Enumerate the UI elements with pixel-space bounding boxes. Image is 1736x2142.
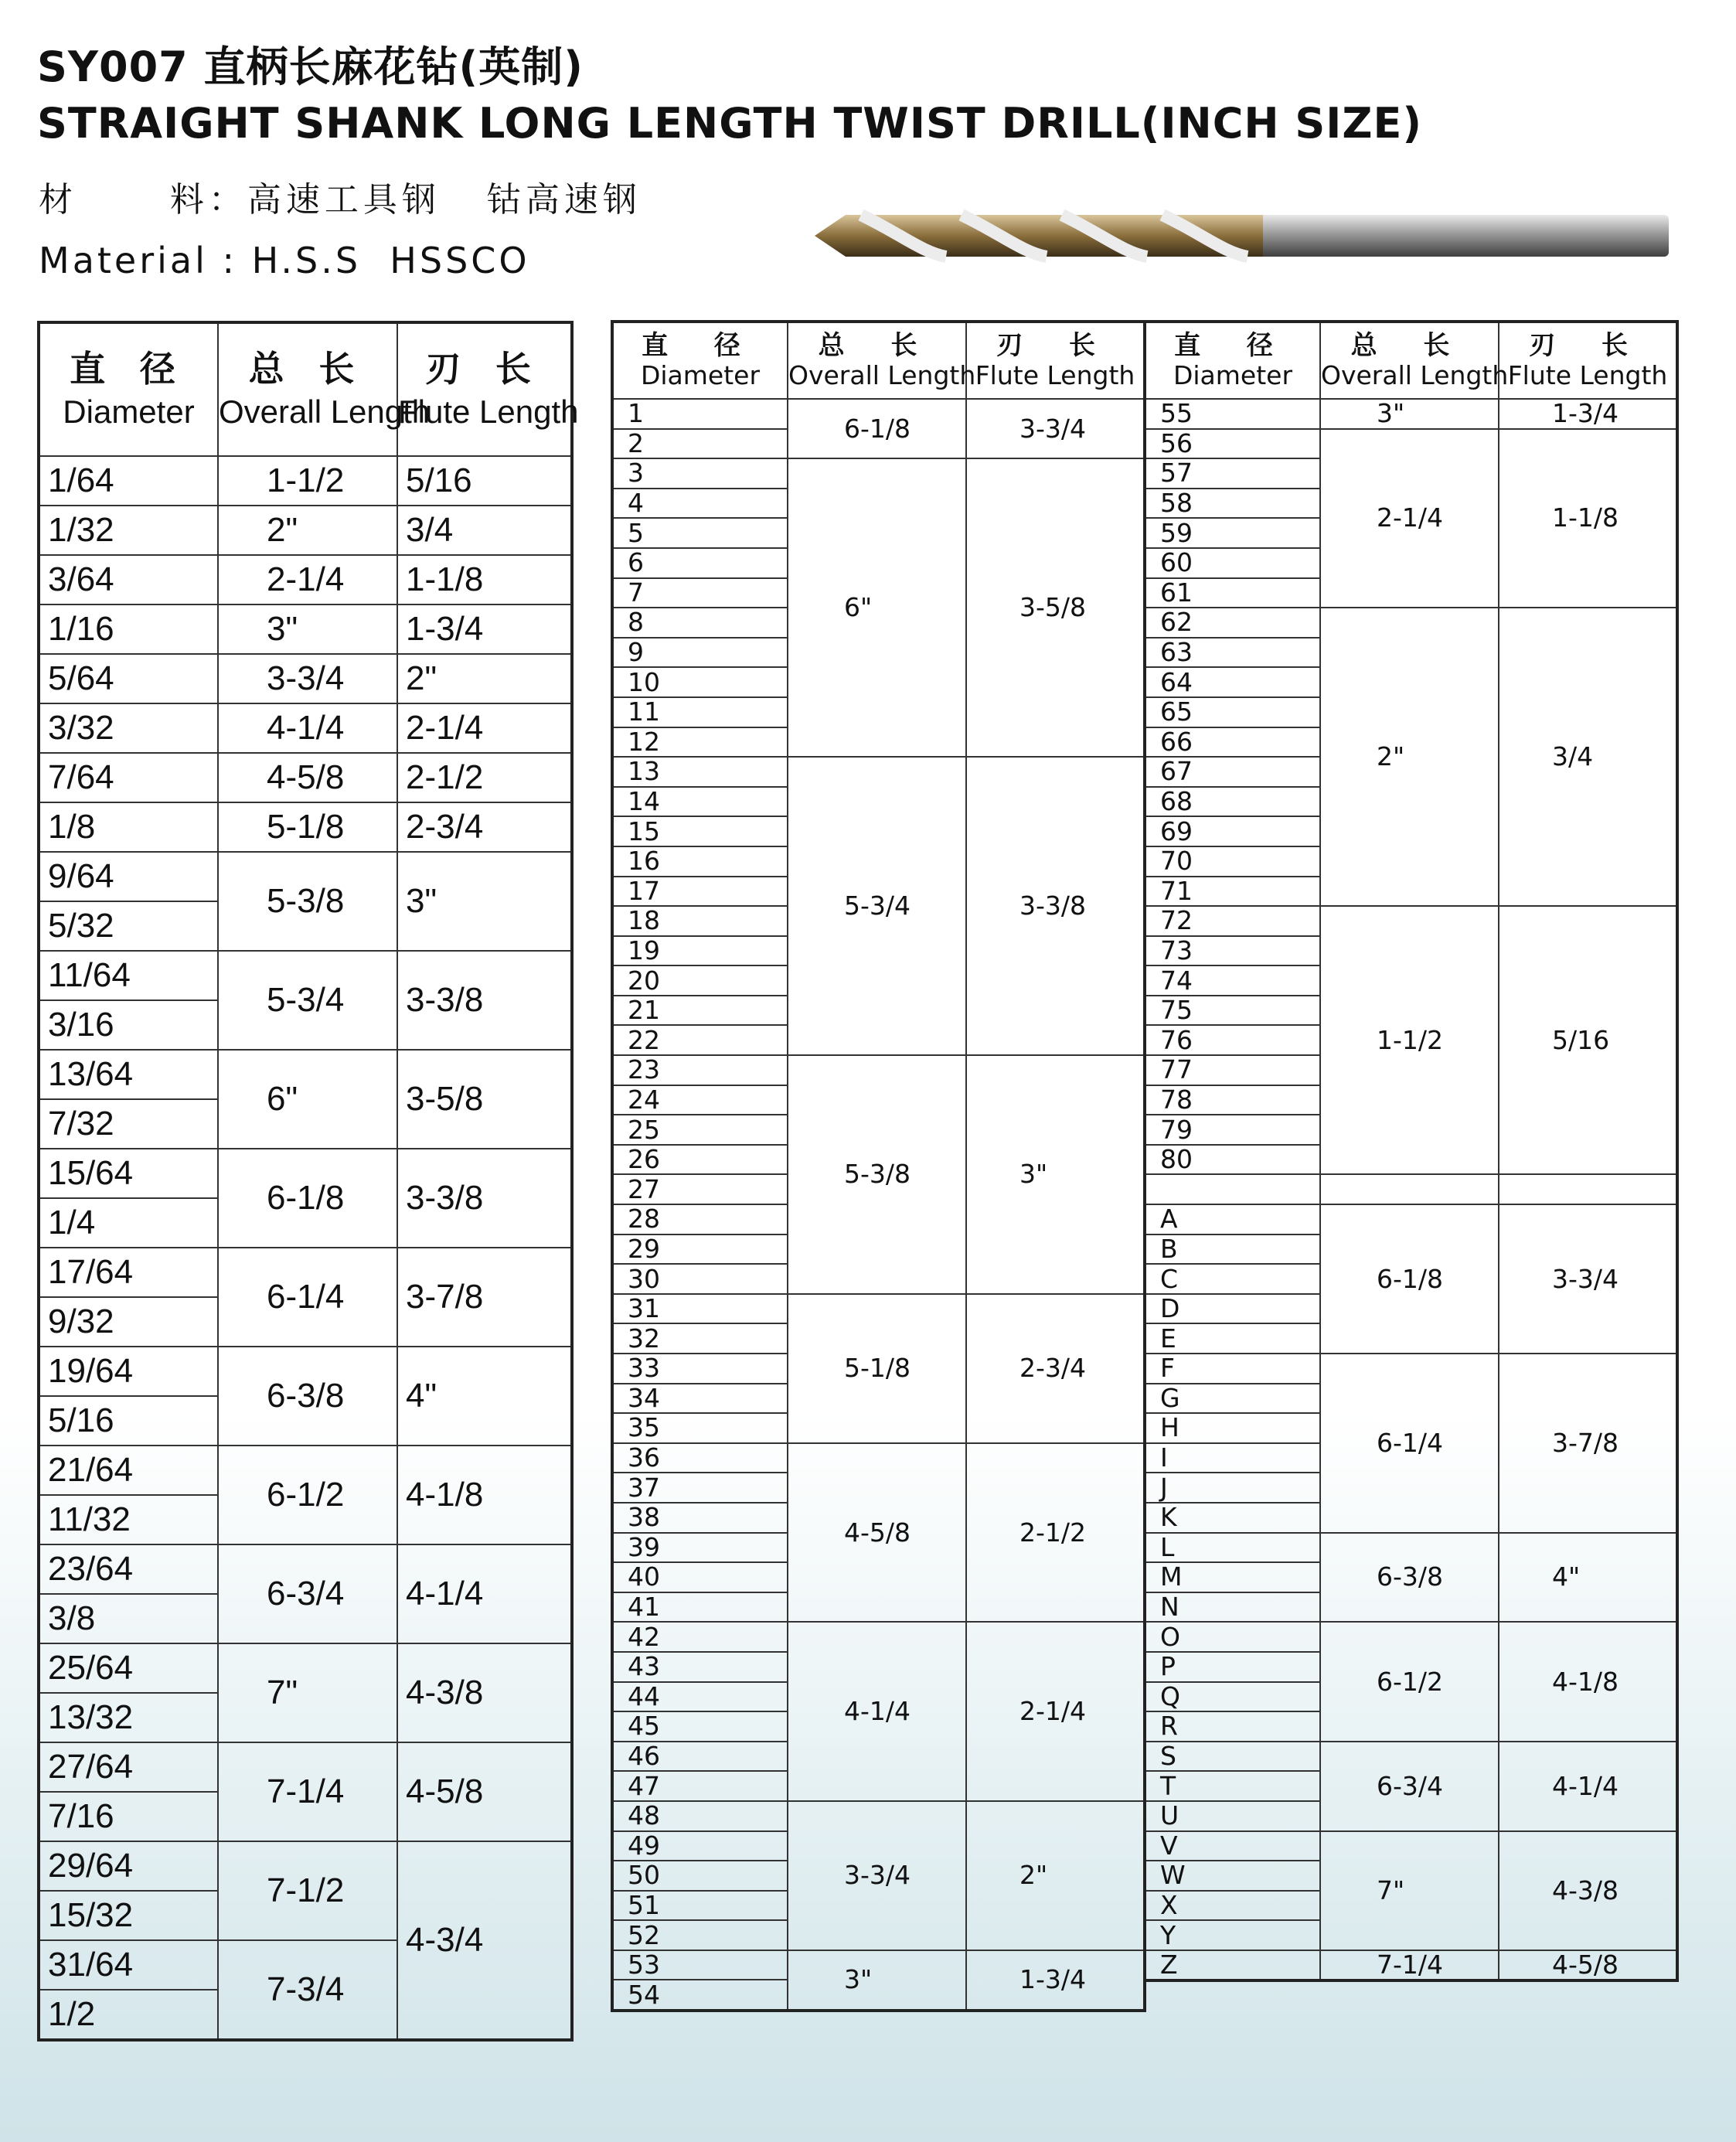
table-row <box>39 604 572 654</box>
diameter-cell: 43 <box>612 1652 788 1682</box>
diameter-cell: 53 <box>612 1950 788 1980</box>
diameter-cell: 42 <box>612 1622 788 1652</box>
diameter-cell: 1/8 <box>39 802 218 852</box>
diameter-cell: 22 <box>612 1025 788 1055</box>
table-row <box>612 1443 1145 1473</box>
diameter-cell: 51 <box>612 1891 788 1921</box>
overall-length-cell: 3" <box>788 1950 966 2011</box>
overall-length-cell: 6-1/4 <box>218 1248 397 1347</box>
diameter-cell: S <box>1145 1742 1320 1772</box>
diameter-cell: 6 <box>612 548 788 578</box>
flute-length-cell: 4" <box>1499 1533 1677 1623</box>
table-row <box>1145 906 1677 936</box>
diameter-cell: X <box>1145 1891 1320 1921</box>
flute-length-cell: 1-3/4 <box>397 604 572 654</box>
diameter-cell: 9 <box>612 638 788 668</box>
diameter-cell: 7/16 <box>39 1792 218 1841</box>
diameter-cell: 23/64 <box>39 1544 218 1594</box>
overall-length-cell: 6-3/8 <box>218 1347 397 1446</box>
diameter-cell: 7 <box>612 578 788 608</box>
diameter-cell: K <box>1145 1503 1320 1533</box>
diameter-cell: 40 <box>612 1562 788 1592</box>
diameter-cell: 69 <box>1145 816 1320 846</box>
table-row <box>612 1801 1145 1831</box>
table-row <box>612 1294 1145 1324</box>
overall-length-cell: 1-1/2 <box>1320 906 1499 1174</box>
col-header-diameter: 直 径 Diameter <box>612 322 788 399</box>
diameter-cell: 76 <box>1145 1025 1320 1055</box>
diameter-cell: 70 <box>1145 846 1320 877</box>
diameter-cell: 1/2 <box>39 1990 218 2040</box>
flute-length-cell: 4-5/8 <box>1499 1950 1677 1981</box>
flute-length-cell: 2-3/4 <box>397 802 572 852</box>
overall-length-cell: 7-3/4 <box>218 1940 397 2040</box>
diameter-cell: 5 <box>612 518 788 548</box>
diameter-cell: 1/64 <box>39 456 218 506</box>
diameter-cell: 12 <box>612 727 788 758</box>
diameter-cell: 17 <box>612 877 788 907</box>
diameter-cell: 3/8 <box>39 1594 218 1643</box>
diameter-cell: 58 <box>1145 489 1320 519</box>
diameter-cell: B <box>1145 1234 1320 1265</box>
flute-length-cell <box>1499 1174 1677 1204</box>
table-row <box>39 753 572 802</box>
overall-length-cell: 2" <box>1320 608 1499 906</box>
diameter-cell: 2 <box>612 429 788 459</box>
overall-length-cell: 6-1/2 <box>1320 1622 1499 1741</box>
diameter-cell: 45 <box>612 1711 788 1742</box>
table-row <box>1145 1950 1677 1981</box>
overall-length-cell: 5-1/8 <box>788 1294 966 1443</box>
table-row <box>39 555 572 604</box>
diameter-cell: 27/64 <box>39 1742 218 1792</box>
flute-length-cell: 4-1/8 <box>1499 1622 1677 1741</box>
diameter-cell: I <box>1145 1443 1320 1473</box>
overall-length-cell: 3" <box>218 604 397 654</box>
diameter-cell: J <box>1145 1473 1320 1503</box>
diameter-cell: W <box>1145 1861 1320 1891</box>
overall-length-cell: 6-3/8 <box>1320 1533 1499 1623</box>
table-row <box>39 1149 572 1198</box>
diameter-cell: N <box>1145 1592 1320 1623</box>
col-header-diameter: 直 径 Diameter <box>1145 322 1320 399</box>
overall-length-cell: 6-1/8 <box>218 1149 397 1248</box>
diameter-cell: 5/32 <box>39 901 218 951</box>
diameter-cell: 50 <box>612 1861 788 1891</box>
table-row <box>1145 1354 1677 1384</box>
diameter-cell: 1 <box>612 399 788 429</box>
diameter-cell: 80 <box>1145 1145 1320 1175</box>
diameter-cell: 75 <box>1145 996 1320 1026</box>
diameter-cell: 54 <box>612 1980 788 2011</box>
table-row <box>612 1622 1145 1652</box>
diameter-cell: 65 <box>1145 697 1320 727</box>
col-header-flute-length: 刃 长 Flute Length <box>397 322 572 456</box>
flute-length-cell: 4-3/8 <box>1499 1831 1677 1950</box>
flute-length-cell: 5/16 <box>397 456 572 506</box>
diameter-cell: 3/16 <box>39 1000 218 1050</box>
table-row <box>1145 1742 1677 1772</box>
diameter-cell: 3/64 <box>39 555 218 604</box>
table-row <box>612 399 1145 429</box>
table-row <box>39 506 572 555</box>
flute-length-cell: 3-5/8 <box>397 1050 572 1149</box>
diameter-cell: 9/64 <box>39 852 218 901</box>
overall-length-cell: 6-1/2 <box>218 1446 397 1544</box>
overall-length-cell: 5-3/4 <box>218 951 397 1050</box>
flute-length-cell: 3-5/8 <box>966 458 1145 757</box>
diameter-cell: 5/16 <box>39 1396 218 1446</box>
overall-length-cell: 2" <box>218 506 397 555</box>
overall-length-cell: 4-5/8 <box>788 1443 966 1623</box>
table-row <box>39 1248 572 1297</box>
diameter-cell: 59 <box>1145 518 1320 548</box>
diameter-cell: 27 <box>612 1174 788 1204</box>
flute-length-cell: 3-3/8 <box>397 1149 572 1248</box>
col-header-diameter: 直 径 Diameter <box>39 322 218 456</box>
diameter-cell: L <box>1145 1533 1320 1563</box>
diameter-cell: 11/32 <box>39 1495 218 1544</box>
overall-length-cell: 7-1/4 <box>218 1742 397 1841</box>
flute-length-cell: 4-5/8 <box>397 1742 572 1841</box>
diameter-cell: G <box>1145 1384 1320 1414</box>
diameter-cell: 78 <box>1145 1085 1320 1115</box>
table-row <box>612 757 1145 787</box>
diameter-cell: M <box>1145 1562 1320 1592</box>
diameter-cell: 77 <box>1145 1055 1320 1085</box>
diameter-cell: 68 <box>1145 787 1320 817</box>
table-row <box>39 802 572 852</box>
diameter-cell: 71 <box>1145 877 1320 907</box>
overall-length-cell: 6-1/8 <box>788 399 966 458</box>
diameter-cell: 20 <box>612 965 788 996</box>
diameter-cell: 25/64 <box>39 1643 218 1693</box>
col-header-overall-length: 总 长 Overall Length <box>1320 322 1499 399</box>
flute-length-cell: 3-3/4 <box>966 399 1145 458</box>
diameter-cell: Z <box>1145 1950 1320 1981</box>
col-header-flute-length: 刃 长 Flute Length <box>1499 322 1677 399</box>
diameter-cell: 1/32 <box>39 506 218 555</box>
flute-length-cell: 3" <box>966 1055 1145 1294</box>
flute-length-cell: 1-3/4 <box>1499 399 1677 429</box>
col-header-overall-length: 总 长 Overall Length <box>788 322 966 399</box>
diameter-cell: 28 <box>612 1204 788 1234</box>
flute-length-cell: 3-3/4 <box>1499 1204 1677 1354</box>
diameter-cell: 67 <box>1145 757 1320 787</box>
diameter-cell: 4 <box>612 489 788 519</box>
diameter-cell: A <box>1145 1204 1320 1234</box>
flute-length-cell: 1-1/8 <box>397 555 572 604</box>
overall-length-cell: 4-1/4 <box>788 1622 966 1801</box>
table-row <box>39 852 572 901</box>
diameter-cell: 17/64 <box>39 1248 218 1297</box>
diameter-cell: 60 <box>1145 548 1320 578</box>
diameter-cell: 49 <box>612 1831 788 1861</box>
diameter-cell: 31 <box>612 1294 788 1324</box>
diameter-cell: 44 <box>612 1682 788 1712</box>
overall-length-cell: 6" <box>218 1050 397 1149</box>
flute-length-cell: 3" <box>397 852 572 951</box>
overall-length-cell: 5-1/8 <box>218 802 397 852</box>
diameter-cell: 11 <box>612 697 788 727</box>
diameter-cell: 10 <box>612 667 788 697</box>
flute-length-cell: 5/16 <box>1499 906 1677 1174</box>
diameter-cell: 38 <box>612 1503 788 1533</box>
table-row <box>39 1643 572 1693</box>
diameter-cell: 32 <box>612 1323 788 1354</box>
overall-length-cell: 3" <box>1320 399 1499 429</box>
fraction-size-table <box>37 321 579 2042</box>
diameter-cell: 30 <box>612 1264 788 1294</box>
flute-length-cell: 3/4 <box>1499 608 1677 906</box>
table-row <box>39 1050 572 1099</box>
diameter-cell: 26 <box>612 1145 788 1175</box>
overall-length-cell: 6" <box>788 458 966 757</box>
diameter-cell: Q <box>1145 1682 1320 1712</box>
diameter-cell: 52 <box>612 1920 788 1950</box>
diameter-cell: 15 <box>612 816 788 846</box>
diameter-cell: 7/64 <box>39 753 218 802</box>
diameter-cell: 19/64 <box>39 1347 218 1396</box>
overall-length-cell: 7" <box>218 1643 397 1742</box>
diameter-cell: 15/64 <box>39 1149 218 1198</box>
flute-length-cell: 2-1/4 <box>397 703 572 753</box>
overall-length-cell: 7-1/4 <box>1320 1950 1499 1981</box>
diameter-cell: R <box>1145 1711 1320 1742</box>
diameter-cell: 23 <box>612 1055 788 1085</box>
diameter-cell: 63 <box>1145 638 1320 668</box>
flute-length-cell: 2" <box>966 1801 1145 1950</box>
table-row <box>39 1841 572 1891</box>
flute-length-cell: 4-1/4 <box>1499 1742 1677 1831</box>
diameter-cell: 46 <box>612 1742 788 1772</box>
overall-length-cell <box>1320 1174 1499 1204</box>
flute-length-cell: 4-3/4 <box>397 1841 572 2040</box>
diameter-cell: 35 <box>612 1413 788 1443</box>
overall-length-cell: 6-3/4 <box>218 1544 397 1643</box>
diameter-cell: 48 <box>612 1801 788 1831</box>
table-row <box>39 654 572 703</box>
diameter-cell: 66 <box>1145 727 1320 758</box>
overall-length-cell: 6-1/8 <box>1320 1204 1499 1354</box>
overall-length-cell: 3-3/4 <box>788 1801 966 1950</box>
diameter-cell: Y <box>1145 1920 1320 1950</box>
flute-length-cell: 4-1/4 <box>397 1544 572 1643</box>
diameter-cell: 14 <box>612 787 788 817</box>
number-size-table <box>611 320 1146 2012</box>
overall-length-cell: 7" <box>1320 1831 1499 1950</box>
diameter-cell: 72 <box>1145 906 1320 936</box>
table-row <box>1145 1622 1677 1652</box>
overall-length-cell: 1-1/2 <box>218 456 397 506</box>
diameter-cell: 21/64 <box>39 1446 218 1495</box>
flute-length-cell: 1-3/4 <box>966 1950 1145 2011</box>
diameter-cell: 41 <box>612 1592 788 1623</box>
material-cn: 材 料：高速工具钢 钴高速钢 <box>39 180 642 220</box>
table-row <box>39 951 572 1000</box>
diameter-cell: 13/64 <box>39 1050 218 1099</box>
diameter-cell: D <box>1145 1294 1320 1324</box>
table-row <box>1145 399 1677 429</box>
overall-length-cell: 2-1/4 <box>218 555 397 604</box>
diameter-cell: 8 <box>612 608 788 638</box>
twist-drill-image <box>815 210 1669 261</box>
overall-length-cell: 5-3/4 <box>788 757 966 1055</box>
diameter-cell: 11/64 <box>39 951 218 1000</box>
diameter-cell: 3/32 <box>39 703 218 753</box>
table-row <box>612 1055 1145 1085</box>
flute-length-cell: 3-7/8 <box>1499 1354 1677 1533</box>
table-row <box>39 456 572 506</box>
flute-length-cell: 3/4 <box>397 506 572 555</box>
diameter-cell: 37 <box>612 1473 788 1503</box>
flute-length-cell: 3-3/8 <box>966 757 1145 1055</box>
flute-length-cell: 3-7/8 <box>397 1248 572 1347</box>
flute-length-cell: 2-1/4 <box>966 1622 1145 1801</box>
diameter-cell: U <box>1145 1801 1320 1831</box>
diameter-cell: 74 <box>1145 965 1320 996</box>
table-row <box>612 458 1145 489</box>
diameter-cell: 39 <box>612 1533 788 1563</box>
diameter-cell: 57 <box>1145 458 1320 489</box>
material-en: Material : H.S.S HSSCO <box>39 240 530 281</box>
page-title-en: STRAIGHT SHANK LONG LENGTH TWIST DRILL(INCH SIZE) <box>37 99 1423 148</box>
diameter-cell: 5/64 <box>39 654 218 703</box>
col-header-overall-length: 总 长 Overall Length <box>218 322 397 456</box>
diameter-cell: 3 <box>612 458 788 489</box>
diameter-cell: 15/32 <box>39 1891 218 1940</box>
overall-length-cell: 6-3/4 <box>1320 1742 1499 1831</box>
diameter-cell: H <box>1145 1413 1320 1443</box>
diameter-cell: 9/32 <box>39 1297 218 1347</box>
diameter-cell: 13/32 <box>39 1693 218 1742</box>
flute-length-cell: 2-1/2 <box>966 1443 1145 1623</box>
diameter-cell: V <box>1145 1831 1320 1861</box>
diameter-cell: 64 <box>1145 667 1320 697</box>
number-letter-size-table <box>1143 320 1679 1982</box>
diameter-cell: O <box>1145 1622 1320 1652</box>
diameter-cell: 29/64 <box>39 1841 218 1891</box>
page-title-cn: SY007 直柄长麻花钻(英制) <box>37 43 584 91</box>
diameter-cell: 33 <box>612 1354 788 1384</box>
table-row <box>39 1347 572 1396</box>
diameter-cell: T <box>1145 1771 1320 1801</box>
diameter-cell: 62 <box>1145 608 1320 638</box>
flute-length-cell: 3-3/8 <box>397 951 572 1050</box>
diameter-cell: 16 <box>612 846 788 877</box>
flute-length-cell: 4-3/8 <box>397 1643 572 1742</box>
overall-length-cell: 3-3/4 <box>218 654 397 703</box>
table-row <box>1145 429 1677 459</box>
diameter-cell <box>1145 1174 1320 1204</box>
overall-length-cell: 6-1/4 <box>1320 1354 1499 1533</box>
diameter-cell: P <box>1145 1652 1320 1682</box>
diameter-cell: 29 <box>612 1234 788 1265</box>
diameter-cell: 47 <box>612 1771 788 1801</box>
diameter-cell: C <box>1145 1264 1320 1294</box>
table-row <box>1145 1204 1677 1234</box>
table-row <box>1145 1831 1677 1861</box>
table-row <box>39 1446 572 1495</box>
overall-length-cell: 2-1/4 <box>1320 429 1499 608</box>
diameter-cell: 36 <box>612 1443 788 1473</box>
overall-length-cell: 4-1/4 <box>218 703 397 753</box>
table-row <box>39 1742 572 1792</box>
diameter-cell: 34 <box>612 1384 788 1414</box>
flute-length-cell: 2" <box>397 654 572 703</box>
diameter-cell: 19 <box>612 936 788 966</box>
diameter-cell: 79 <box>1145 1115 1320 1145</box>
diameter-cell: 1/16 <box>39 604 218 654</box>
diameter-cell: 21 <box>612 996 788 1026</box>
table-row <box>1145 1533 1677 1563</box>
flute-length-cell: 2-1/2 <box>397 753 572 802</box>
diameter-cell: 7/32 <box>39 1099 218 1149</box>
overall-length-cell: 5-3/8 <box>788 1055 966 1294</box>
overall-length-cell: 7-1/2 <box>218 1841 397 1940</box>
table-row <box>1145 1174 1677 1204</box>
diameter-cell: 56 <box>1145 429 1320 459</box>
diameter-cell: 73 <box>1145 936 1320 966</box>
flute-length-cell: 2-3/4 <box>966 1294 1145 1443</box>
diameter-cell: 31/64 <box>39 1940 218 1990</box>
diameter-cell: F <box>1145 1354 1320 1384</box>
overall-length-cell: 4-5/8 <box>218 753 397 802</box>
table-row <box>1145 608 1677 638</box>
overall-length-cell: 5-3/8 <box>218 852 397 951</box>
table-row <box>612 1950 1145 1980</box>
table-row <box>39 1544 572 1594</box>
table-row <box>39 703 572 753</box>
diameter-cell: 55 <box>1145 399 1320 429</box>
flute-length-cell: 4-1/8 <box>397 1446 572 1544</box>
diameter-cell: 25 <box>612 1115 788 1145</box>
flute-length-cell: 4" <box>397 1347 572 1446</box>
flute-length-cell: 1-1/8 <box>1499 429 1677 608</box>
diameter-cell: 24 <box>612 1085 788 1115</box>
col-header-flute-length: 刃 长 Flute Length <box>966 322 1145 399</box>
diameter-cell: 61 <box>1145 578 1320 608</box>
diameter-cell: 13 <box>612 757 788 787</box>
diameter-cell: 18 <box>612 906 788 936</box>
diameter-cell: E <box>1145 1323 1320 1354</box>
diameter-cell: 1/4 <box>39 1198 218 1248</box>
